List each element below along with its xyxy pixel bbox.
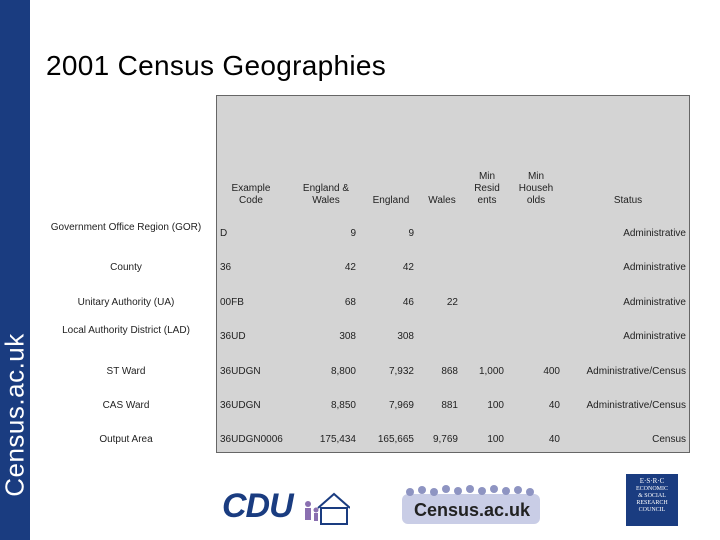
cell-status: Administrative xyxy=(623,331,686,342)
cell-england: 7,969 xyxy=(388,400,414,411)
cell-example-code: 36UDGN xyxy=(220,400,261,411)
sidebar xyxy=(0,0,30,540)
col-header-example-code: Example Code xyxy=(231,183,271,206)
cell-min-households: 40 xyxy=(548,434,560,445)
col-header-england-wales: England & Wales xyxy=(302,183,350,206)
cell-example-code: 36UDGN xyxy=(220,366,261,377)
cdu-logo xyxy=(222,484,352,528)
cell-wales: 881 xyxy=(441,400,458,411)
cell-wales: 9,769 xyxy=(432,434,458,445)
page-title: 2001 Census Geographies xyxy=(46,50,387,81)
cell-wales: 868 xyxy=(441,366,458,377)
cell-min-residents: 100 xyxy=(487,400,504,411)
census-logo-text: Census.ac.uk xyxy=(414,500,531,520)
cell-england: 308 xyxy=(397,331,414,342)
cdu-logo-text: CDU xyxy=(222,487,293,525)
col-header-min-residents: Min Resid ents xyxy=(474,171,500,206)
cell-england-wales: 42 xyxy=(344,262,356,273)
cell-england: 42 xyxy=(402,262,414,273)
cell-england: 7,932 xyxy=(388,366,414,377)
cell-england: 9 xyxy=(408,228,414,239)
family-house-icon xyxy=(300,488,350,528)
cell-england-wales: 8,800 xyxy=(330,366,356,377)
row-label: Local Authority District (LAD) xyxy=(62,325,190,336)
cell-example-code: 36UDGN0006 xyxy=(220,434,283,445)
cell-example-code: 36UD xyxy=(220,331,246,342)
cell-min-residents: 100 xyxy=(487,434,504,445)
esrc-line: ECONOMIC xyxy=(635,486,668,492)
cell-england-wales: 68 xyxy=(344,297,356,308)
row-label: CAS Ward xyxy=(102,400,150,411)
cell-status: Administrative xyxy=(623,228,686,239)
row-label: Government Office Region (GOR) xyxy=(50,222,202,233)
cell-min-households: 400 xyxy=(543,366,560,377)
cell-england-wales: 8,850 xyxy=(330,400,356,411)
col-header-status: Status xyxy=(613,195,643,206)
cell-status: Census xyxy=(652,434,686,445)
cell-england: 46 xyxy=(402,297,414,308)
col-header-england: England xyxy=(372,195,410,206)
esrc-line: RESEARCH xyxy=(636,500,668,506)
col-header-wales: Wales xyxy=(428,195,456,206)
census-logo xyxy=(400,484,542,526)
cell-min-residents: 1,000 xyxy=(478,366,504,377)
esrc-line: COUNCIL xyxy=(638,507,666,513)
cell-status: Administrative/Census xyxy=(586,366,686,377)
cell-status: Administrative/Census xyxy=(586,400,686,411)
esrc-line: E·S·R·C xyxy=(639,477,665,485)
cell-example-code: 36 xyxy=(220,262,232,273)
cell-status: Administrative xyxy=(623,262,686,273)
cell-example-code: D xyxy=(220,228,228,239)
row-label: Unitary Authority (UA) xyxy=(77,297,175,308)
esrc-line: & SOCIAL xyxy=(638,493,666,499)
row-label: Output Area xyxy=(99,434,153,445)
cell-england-wales: 9 xyxy=(350,228,356,239)
cell-status: Administrative xyxy=(623,297,686,308)
cell-example-code: 00FB xyxy=(220,297,244,308)
cell-england-wales: 308 xyxy=(339,331,356,342)
row-label: County xyxy=(110,262,142,273)
cell-min-households: 40 xyxy=(548,400,560,411)
esrc-logo xyxy=(626,474,678,526)
cell-england-wales: 175,434 xyxy=(319,434,356,445)
col-header-min-households: Min Househ olds xyxy=(518,171,554,206)
row-label: ST Ward xyxy=(106,366,146,377)
cell-england: 165,665 xyxy=(377,434,414,445)
sidebar-brand: Census.ac.uk xyxy=(0,333,30,497)
cell-wales: 22 xyxy=(446,297,458,308)
